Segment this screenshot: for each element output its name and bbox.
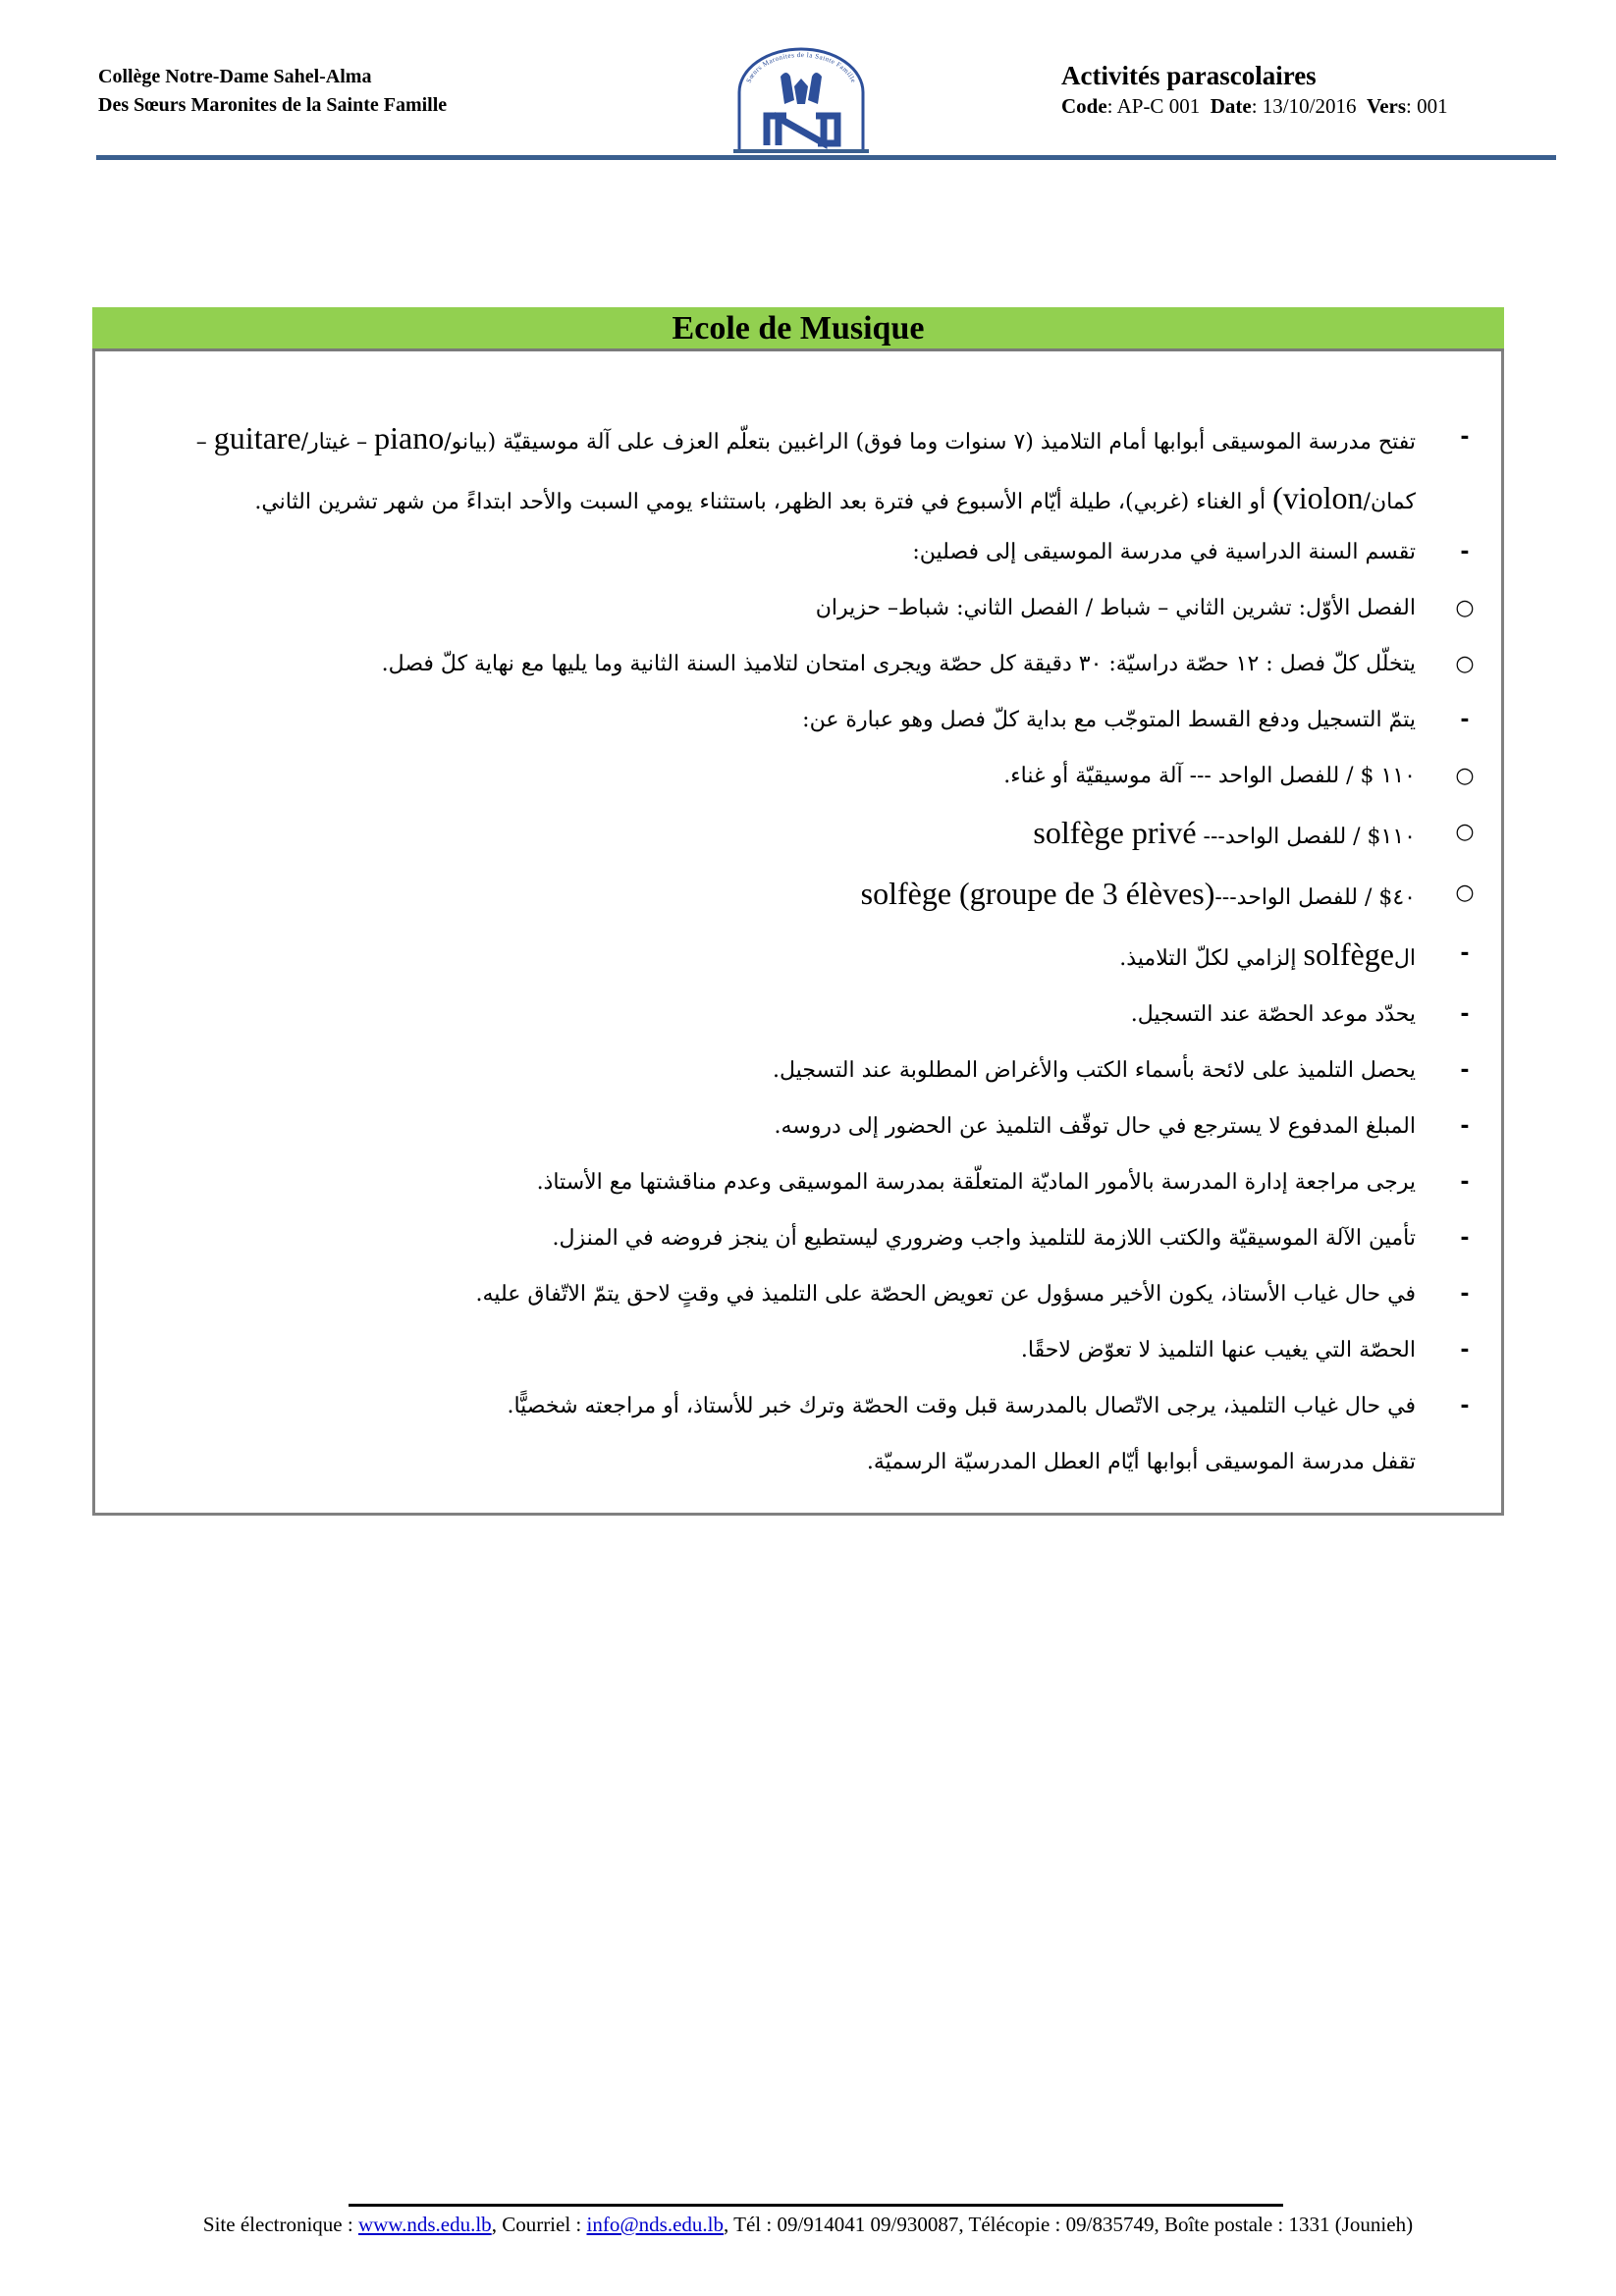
list-item: [108, 874, 1482, 918]
list-item: [108, 533, 1482, 572]
list-item: [108, 701, 1482, 740]
date-label: Date: [1210, 94, 1252, 118]
latin-term: solfège privé: [1033, 815, 1197, 850]
email-link[interactable]: info@nds.edu.lb: [586, 2213, 725, 2236]
dash-bullet-icon: -: [1460, 1282, 1470, 1307]
version-value: : 001: [1406, 94, 1448, 118]
list-item-text: يحصل التلميذ على لائحة بأسماء الكتب والأغراض المطلوبة عند التسجيل.: [773, 1058, 1416, 1083]
list-item: [108, 1051, 1482, 1091]
list-item-text: تقفل مدرسة الموسيقى أبوابها أيّام العطل المدرسيّة الرسميّة.: [866, 1450, 1416, 1474]
latin-term: piano: [374, 420, 445, 455]
list-item: [108, 589, 1482, 628]
school-logo-icon: [733, 47, 869, 153]
dash-bullet-icon: -: [1460, 1338, 1470, 1362]
circle-bullet-icon: ○: [1455, 881, 1475, 905]
list-item: [108, 995, 1482, 1035]
list-item: [108, 813, 1482, 857]
logo-caption: Sœurs Maronites de la Sainte Famille: [744, 50, 858, 84]
dash-bullet-icon: -: [1460, 708, 1470, 732]
list-item: [108, 934, 1482, 979]
list-item-text: يتخلّل كلّ فصل : ١٢ حصّة دراسيّة: ٣٠ دقيقة كل حصّة ويجرى امتحان لتلاميذ السنة الثانية وما يليها مع نهاية كلّ فصل.: [381, 652, 1416, 676]
circle-bullet-icon: ○: [1455, 652, 1475, 676]
dash-bullet-icon: -: [1460, 1114, 1470, 1139]
list-item: [108, 410, 1482, 530]
dash-bullet-icon: -: [1460, 425, 1470, 450]
mail-label: , Courriel :: [491, 2213, 587, 2236]
list-item: [108, 1219, 1482, 1258]
circle-bullet-icon: ○: [1455, 820, 1475, 844]
latin-term: solfège (groupe de 3 élèves): [860, 876, 1215, 911]
list-item: [108, 1387, 1482, 1426]
list-item: [108, 757, 1482, 796]
list-item-text: الحصّة التي يغيب عنها التلميذ لا تعوّض لاحقًا.: [1020, 1338, 1416, 1362]
circle-bullet-icon: ○: [1455, 764, 1475, 788]
list-item-text: ١١٠$ / للفصل الواحد--- solfège privé: [1033, 815, 1416, 850]
list-item-text: المبلغ المدفوع لا يسترجع في حال توقّف التلميذ عن الحضور إلى دروسه.: [774, 1114, 1416, 1139]
circle-bullet-icon: ○: [1455, 596, 1475, 620]
section-title: Ecole de Musique: [92, 307, 1504, 351]
dash-bullet-icon: -: [1460, 1058, 1470, 1083]
list-item-text: يحدّد موعد الحصّة عند التسجيل.: [1130, 1002, 1416, 1027]
dash-bullet-icon: -: [1460, 941, 1470, 966]
list-item-text: تأمين الآلة الموسيقيّة والكتب اللازمة للتلميذ واجب وضروري ليستطيع أن ينجز فروضه في المنزل.: [552, 1226, 1416, 1251]
list-item-text: الsolfège إلزامي لكلّ التلاميذ.: [1119, 936, 1416, 972]
dash-bullet-icon: -: [1460, 1226, 1470, 1251]
school-name-line2: Des Sœurs Maronites de la Sainte Famille: [98, 94, 448, 116]
list-item: [108, 645, 1482, 684]
dash-bullet-icon: -: [1460, 540, 1470, 564]
code-label: Code: [1061, 94, 1107, 118]
footer-divider: [349, 2204, 1283, 2207]
list-item: [108, 1163, 1482, 1202]
list-item-text: تفتح مدرسة الموسيقى أبوابها أمام التلاميذ (٧ سنوات وما فوق) الراغبين بتعلّم العزف على آلة موسيقيّة (بيانو/piano – غيتار/guitare –كمان/violon) أو الغناء (غربي)، طيلة أيّام الأسبوع في فترة بعد الظهر، باستثناء يومي السبت والأحد ابتداءً من شهر تشرين الثاني.: [195, 420, 1416, 515]
document-title: Activités parascolaires: [1061, 61, 1317, 90]
version-label: Vers: [1366, 94, 1407, 118]
rules-list: [108, 410, 1482, 1499]
document-meta: [1061, 92, 1448, 120]
code-value: : AP-C 001: [1106, 94, 1201, 118]
footer-contact: [0, 2211, 1616, 2238]
website-link[interactable]: www.nds.edu.lb: [357, 2213, 492, 2236]
list-item-text: الفصل الأوّل: تشرين الثاني – شباط / الفصل الثاني: شباط– حزيران: [815, 596, 1416, 620]
site-label: Site électronique :: [202, 2213, 358, 2236]
list-item-text: ٤٠$ / للفصل الواحد---solfège (groupe de 3 élèves): [860, 876, 1416, 911]
contact-details: , Tél : 09/914041 09/930087, Télécopie : 09/835749, Boîte postale : 1331 (Jounieh): [724, 2213, 1414, 2236]
document-info: [1061, 59, 1448, 120]
list-item-text: ١١٠ $ / للفصل الواحد --- آلة موسيقيّة أو غناء.: [1003, 764, 1416, 788]
date-value: : 13/10/2016: [1251, 94, 1357, 118]
dash-bullet-icon: -: [1460, 1394, 1470, 1418]
dash-bullet-icon: -: [1460, 1170, 1470, 1195]
list-item: [108, 1275, 1482, 1314]
list-item-text: يتمّ التسجيل ودفع القسط المتوجّب مع بداية كلّ فصل وهو عبارة عن:: [802, 708, 1416, 732]
latin-term: solfège: [1303, 936, 1394, 972]
list-item: [108, 1331, 1482, 1370]
dash-bullet-icon: -: [1460, 1002, 1470, 1027]
school-name-line1: Collège Notre-Dame Sahel-Alma: [98, 66, 372, 87]
latin-term: guitare: [213, 420, 301, 455]
list-item-text: في حال غياب الأستاذ، يكون الأخير مسؤول عن تعويض الحصّة على التلميذ في وقتٍ لاحق يتمّ الاتّفاق عليه.: [475, 1282, 1416, 1307]
list-item: [108, 1107, 1482, 1147]
school-name: [98, 63, 447, 120]
header-divider: [96, 155, 1556, 160]
list-item: [108, 1443, 1482, 1482]
list-item-text: تقسم السنة الدراسية في مدرسة الموسيقى إلى فصلين:: [912, 540, 1416, 564]
list-item-text: في حال غياب التلميذ، يرجى الاتّصال بالمدرسة قبل وقت الحصّة وترك خبر للأستاذ، أو مراجعته شخصيًّا.: [507, 1394, 1416, 1418]
list-item-text: يرجى مراجعة إدارة المدرسة بالأمور الماديّة المتعلّقة بمدرسة الموسيقى وعدم مناقشتها مع الأستاذ.: [536, 1170, 1416, 1195]
latin-term: violon): [1272, 480, 1364, 515]
